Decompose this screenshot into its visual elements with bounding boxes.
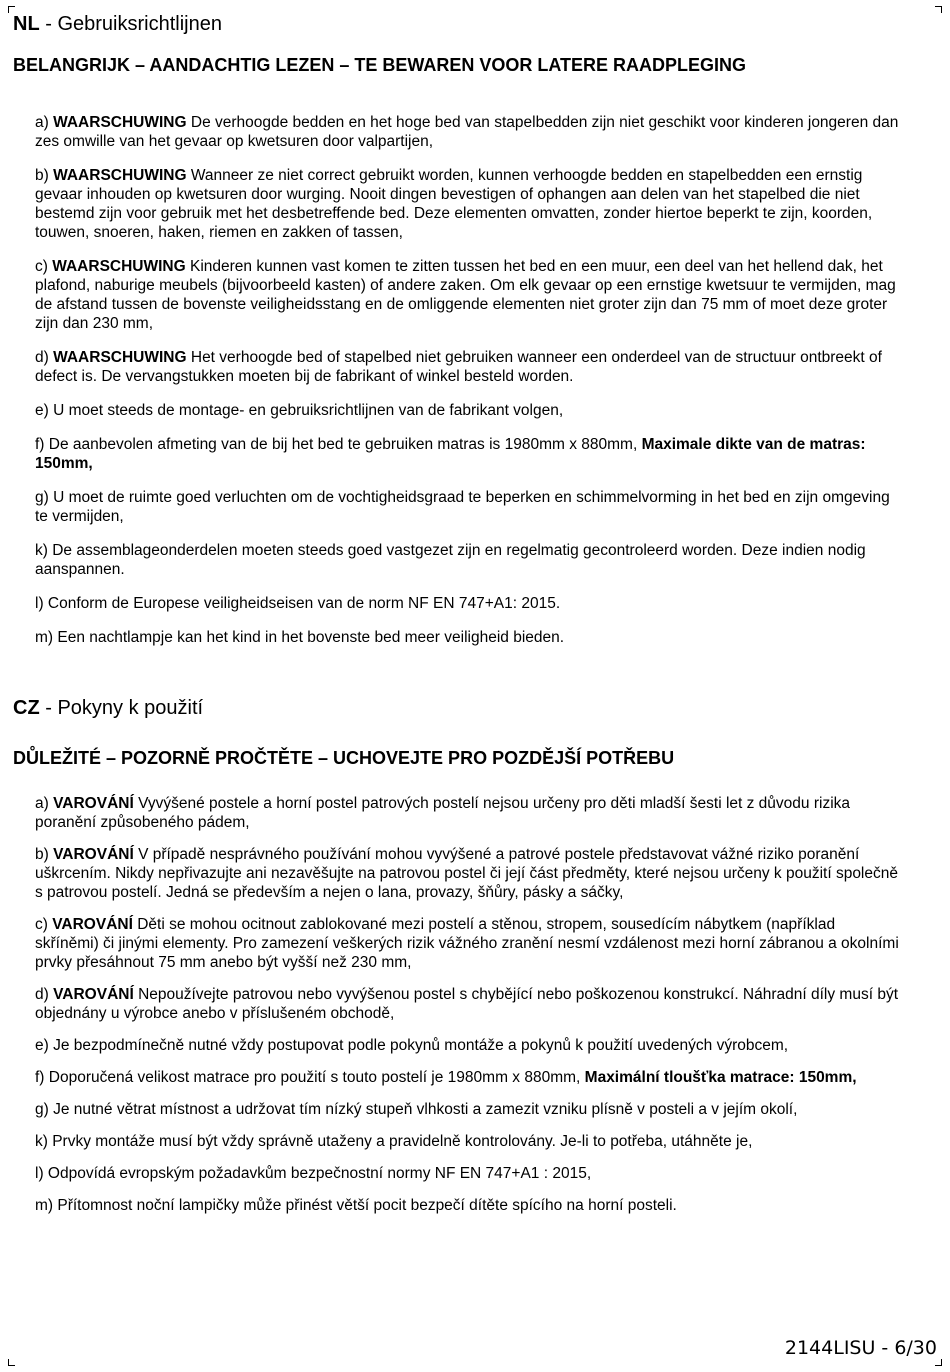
cz-item-d: d) VAROVÁNÍ Nepoužívejte patrovou nebo vyvýšenou postel s chybějící nebo poškozenou konstrukcí. Náhradní díly musí být objednány u výrobce anebo v příslušeném obchodě,: [35, 986, 899, 1022]
cz-section-title: [13, 697, 203, 720]
cz-item-b: b) VAROVÁNÍ V případě nesprávného používání mohou vyvýšené a patrové postele představovat vážné riziko poranění uškrcením. Nikdy nepřivazujte ani nezavěšujte na patrovou postel či její část předměty, které nejsou určeny k použití společně s patrovou postelí. Jedná se především a nejen o lana, provazy, šňůry, pásky a sáčky,: [35, 846, 898, 901]
nl-item-d: d) WAARSCHUWING Het verhoogde bed of stapelbed niet gebruiken wanneer een onderdeel van de structuur ontbreekt of defect is. De vervangstukken moeten bij de fabrikant of winkel besteld worden.: [35, 349, 882, 385]
nl-item-c: c) WAARSCHUWING Kinderen kunnen vast komen te zitten tussen het bed en een muur, een deel van het hellend dak, het plafond, naburige meubels (bijvoorbeeld kasten) of andere zaken. Om elk gevaar op een ernstige kwetsuur te vermijden, mag de afstand tussen de bovenste veiligheidsstang en de omliggende elementen niet groter zijn dan 75 mm of moet deze groter zijn dan 230 mm,: [35, 258, 896, 332]
cz-item-a: a) VAROVÁNÍ Vyvýšené postele a horní postel patrových postelí nejsou určeny pro děti mladší šesti let z důvodu rizika poranění způsobeného pádem,: [35, 795, 851, 831]
nl-item-e: e) U moet steeds de montage- en gebruiksrichtlijnen van de fabrikant volgen,: [35, 402, 564, 419]
nl-item-g: g) U moet de ruimte goed verluchten om de vochtigheidsgraad te beperken en schimmelvorming in het bed en zijn omgeving te vermijden,: [35, 489, 890, 525]
cz-instruction-list: [35, 794, 903, 1228]
cz-subtitle: DŮLEŽITÉ – POZORNĚ PROČTĚTE – UCHOVEJTE PRO POZDĚJŠÍ POTŘEBU: [13, 748, 675, 768]
nl-item-k: k) De assemblageonderdelen moeten steeds goed vastgezet zijn en regelmatig gecontroleerd worden. Deze indien nodig aanspannen.: [35, 542, 866, 578]
nl-item-a: a) WAARSCHUWING De verhoogde bedden en het hoge bed van stapelbedden zijn niet geschikt voor kinderen jongeren dan zes omwille van het gevaar op kwetsuren door valpartijen,: [35, 114, 899, 150]
cz-item-m: m) Přítomnost noční lampičky může přinést větší pocit bezpečí dítěte spícího na horní posteli.: [35, 1197, 677, 1214]
cz-item-e: e) Je bezpodmínečně nutné vždy postupovat podle pokynů montáže a pokynů k použití uvedených výrobcem,: [35, 1037, 789, 1054]
nl-item-b: b) WAARSCHUWING Wanneer ze niet correct gebruikt worden, kunnen verhoogde bedden en stapelbedden een ernstig gevaar inhouden op kwetsuren door wurging. Nooit dingen bevestigen of ophangen aan delen van het stapelbed die niet bestemd zijn voor gebruik met het desbetreffende bed. Deze elementen omvatten, zonder hiertoe beperkt te zijn, koorden, touwen, snoeren, haken, riemen en zakken of tassen,: [35, 167, 873, 241]
crop-mark-top-left: [8, 6, 15, 13]
crop-mark-top-right: [935, 6, 942, 13]
nl-title-text: - Gebruiksrichtlijnen: [39, 13, 222, 35]
nl-item-m: m) Een nachtlampje kan het kind in het bovenste bed meer veiligheid bieden.: [35, 629, 565, 646]
cz-item-g: g) Je nutné větrat místnost a udržovat tím nízký stupeň vlhkosti a zamezit vzniku plísně v posteli a v jejím okolí,: [35, 1101, 798, 1118]
nl-language-code: NL: [13, 13, 40, 35]
nl-subtitle: BELANGRIJK – AANDACHTIG LEZEN – TE BEWAREN VOOR LATERE RAADPLEGING: [13, 55, 747, 75]
page-footer-reference: 2144LISU - 6/30: [784, 1337, 937, 1359]
cz-item-k: k) Prvky montáže musí být vždy správně utaženy a pravidelně kontrolovány. Je-li to potřeba, utáhněte je,: [35, 1133, 753, 1150]
cz-item-f: f) Doporučená velikost matrace pro použití s touto postelí je 1980mm x 880mm, Maximální tloušťka matrace: 150mm,: [35, 1069, 857, 1086]
cz-item-l: l) Odpovídá evropským požadavkům bezpečnostní normy NF EN 747+A1 : 2015,: [35, 1165, 592, 1182]
nl-item-l: l) Conform de Europese veiligheidseisen van de norm NF EN 747+A1: 2015.: [35, 595, 561, 612]
nl-section-title: [13, 13, 222, 36]
crop-mark-bottom-right: [935, 1359, 942, 1366]
cz-language-code: CZ: [13, 697, 40, 719]
nl-instruction-list: [35, 113, 903, 662]
cz-title-text: - Pokyny k použití: [39, 697, 204, 719]
crop-mark-bottom-left: [8, 1359, 15, 1366]
cz-item-c: c) VAROVÁNÍ Děti se mohou ocitnout zablokované mezi postelí a stěnou, stropem, sousedícím nábytkem (například skříněmi) či jinými elementy. Pro zamezení veškerých rizik vážného zranění nesmí vzdálenost mezi horní zábranou a okolními prvky přesáhnout 75 mm anebo být vyšší než 230 mm,: [35, 916, 899, 971]
nl-item-f: f) De aanbevolen afmeting van de bij het bed te gebruiken matras is 1980mm x 880mm, Maximale dikte van de matras: 150mm,: [35, 436, 866, 472]
